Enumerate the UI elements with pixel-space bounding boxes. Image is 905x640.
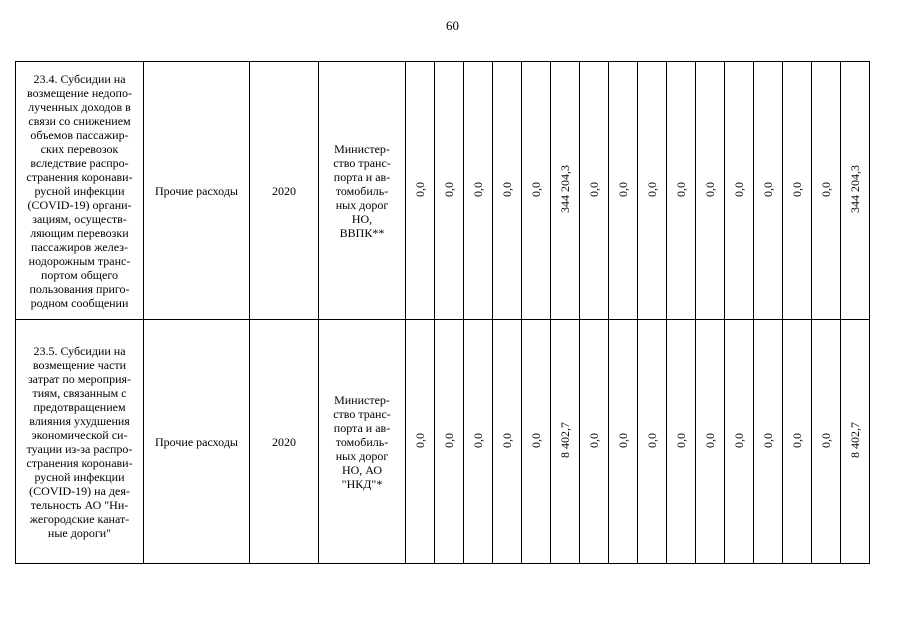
value-cell (406, 62, 435, 320)
measure-name-line: родном сообщении (30, 295, 129, 310)
measure-name-line: ные дороги" (47, 525, 112, 540)
value-cell (406, 320, 435, 564)
expense-type-cell: Прочие расходы (144, 62, 250, 320)
measure-name-line: 23.4. Субсидии на (33, 71, 126, 86)
value-text: 0,0 (587, 432, 601, 448)
value-text: 344 204,3 (848, 165, 862, 213)
value-cell (638, 62, 667, 320)
executor-line: НО, АО (341, 462, 383, 477)
value-text: 0,0 (732, 432, 746, 448)
executor-line: томобиль- (335, 183, 389, 198)
value-cell (435, 62, 464, 320)
value-text: 344 204,3 (558, 165, 572, 213)
executor-line: НО, (351, 211, 373, 226)
value-text: 0,0 (587, 181, 601, 197)
value-cell (435, 320, 464, 564)
value-text: 0,0 (442, 181, 456, 197)
measure-name-line: тиям, связанным с (32, 385, 127, 400)
value-text: 0,0 (703, 432, 717, 448)
page-number: 60 (446, 18, 459, 33)
measure-name-line: странения коронави- (26, 455, 133, 470)
value-cell (812, 62, 841, 320)
measure-name-line: жегородские канат- (29, 511, 130, 526)
executor-cell (319, 320, 406, 564)
value-text: 0,0 (529, 181, 543, 197)
measure-name-line: странения коронави- (26, 169, 133, 184)
value-text: 0,0 (616, 181, 630, 197)
value-text: 8 402,7 (558, 422, 572, 458)
executor-line: Министер- (334, 141, 390, 156)
value-text: 0,0 (645, 432, 659, 448)
executor-line: ство транс- (333, 155, 391, 170)
executor-line: томобиль- (335, 434, 389, 449)
value-cell (580, 62, 609, 320)
measure-name-line: зациям, осуществ- (32, 211, 127, 226)
value-cell (696, 320, 725, 564)
value-cell (667, 320, 696, 564)
executor-line: порта и ав- (333, 420, 391, 435)
value-cell (667, 62, 696, 320)
executor-line: Министер- (334, 392, 390, 407)
executor-line: ных дорог (335, 197, 389, 212)
value-cell (783, 320, 812, 564)
measure-name-line: вследствие распро- (30, 155, 129, 170)
value-cell (783, 62, 812, 320)
value-text: 0,0 (703, 181, 717, 197)
measure-name-line: влияния ухудшения (29, 413, 130, 428)
value-cell (754, 320, 783, 564)
value-cell (638, 320, 667, 564)
value-text: 0,0 (442, 432, 456, 448)
value-text: 0,0 (819, 432, 833, 448)
measure-name-line: пассажиров желез- (31, 239, 128, 254)
value-text: 0,0 (790, 432, 804, 448)
measure-name-cell (16, 320, 144, 564)
value-cell (841, 62, 870, 320)
expense-type-cell: Прочие расходы (144, 320, 250, 564)
value-cell (493, 62, 522, 320)
value-cell (609, 320, 638, 564)
value-text: 0,0 (529, 432, 543, 448)
value-text: 0,0 (413, 181, 427, 197)
measure-name-line: нодорожным транс- (28, 253, 131, 268)
value-cell (493, 320, 522, 564)
measure-name-line: затрат по мероприя- (27, 371, 132, 386)
year-cell: 2020 (250, 62, 319, 320)
value-text: 0,0 (616, 432, 630, 448)
value-cell (551, 62, 580, 320)
value-cell (522, 62, 551, 320)
value-text: 0,0 (500, 181, 514, 197)
executor-line: ство транс- (333, 406, 391, 421)
measure-name-line: русной инфекции (34, 469, 125, 484)
measure-name-line: (COVID-19) органи- (27, 197, 132, 212)
value-cell (609, 62, 638, 320)
measure-name-line: возмещение части (32, 357, 127, 372)
executor-cell (319, 62, 406, 320)
value-text: 0,0 (674, 181, 688, 197)
measure-name-line: возмещение недопо- (27, 85, 132, 100)
value-cell (551, 320, 580, 564)
value-text: 0,0 (790, 181, 804, 197)
value-text: 0,0 (761, 181, 775, 197)
value-cell (464, 320, 493, 564)
table-row (16, 62, 870, 320)
executor-line: ВВПК** (339, 225, 385, 240)
executor-line: порта и ав- (333, 169, 391, 184)
measure-name-line: русной инфекции (34, 183, 125, 198)
measure-name-line: (COVID-19) на дея- (29, 483, 130, 498)
value-text: 0,0 (645, 181, 659, 197)
executor-line: ных дорог (335, 448, 389, 463)
value-cell (725, 320, 754, 564)
budget-table (15, 61, 870, 564)
value-text: 0,0 (761, 432, 775, 448)
measure-name-cell (16, 62, 144, 320)
value-cell (696, 62, 725, 320)
value-cell (812, 320, 841, 564)
value-text: 0,0 (819, 181, 833, 197)
value-text: 8 402,7 (848, 422, 862, 458)
value-cell (841, 320, 870, 564)
value-text: 0,0 (413, 432, 427, 448)
measure-name-line: лученных доходов в (28, 99, 131, 114)
value-cell (522, 320, 551, 564)
value-text: 0,0 (500, 432, 514, 448)
value-text: 0,0 (471, 181, 485, 197)
measure-name-line: 23.5. Субсидии на (33, 343, 126, 358)
measure-name-line: тельность АО "Ни- (30, 497, 129, 512)
measure-name-line: пользования приго- (29, 281, 130, 296)
measure-name-line: экономической си- (31, 427, 128, 442)
value-cell (725, 62, 754, 320)
measure-name-line: объемов пассажир- (30, 127, 129, 142)
executor-line: "НКД"* (341, 476, 383, 491)
measure-name-line: связи со снижением (28, 113, 131, 128)
measure-name-line: предотвращением (33, 399, 126, 414)
value-text: 0,0 (732, 181, 746, 197)
value-cell (464, 62, 493, 320)
value-cell (754, 62, 783, 320)
measure-name-line: ских перевозок (40, 141, 119, 156)
value-cell (580, 320, 609, 564)
year-cell: 2020 (250, 320, 319, 564)
measure-name-line: ляющим перевозки (30, 225, 129, 240)
measure-name-line: туации из-за распро- (26, 441, 133, 456)
value-text: 0,0 (471, 432, 485, 448)
table-row (16, 320, 870, 564)
value-text: 0,0 (674, 432, 688, 448)
measure-name-line: портом общего (40, 267, 118, 282)
